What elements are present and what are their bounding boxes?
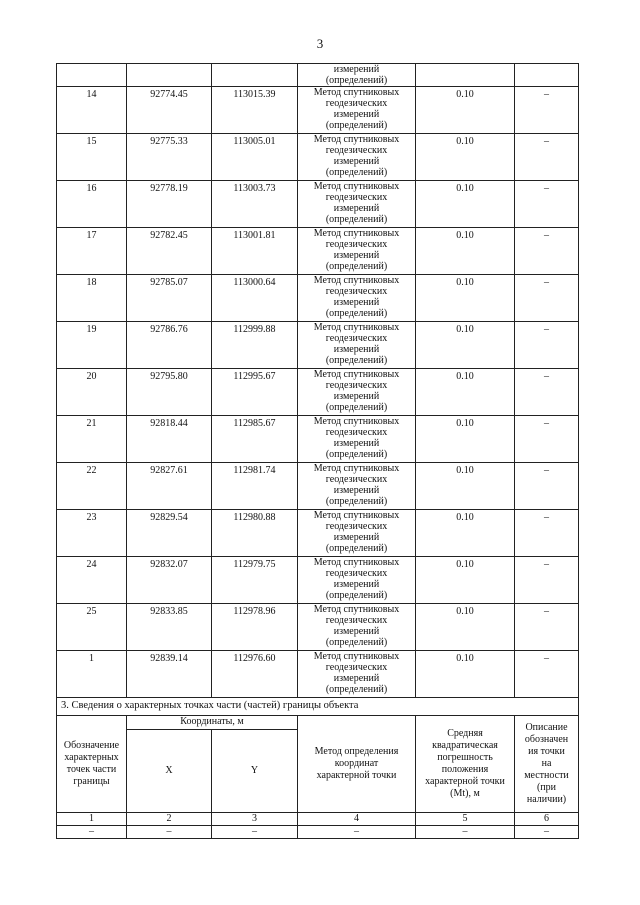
header-error bbox=[416, 716, 515, 813]
y-coordinate-cell: 112979.75 bbox=[212, 557, 298, 604]
header-line: координат bbox=[334, 758, 379, 769]
header-line: ия точки bbox=[528, 746, 565, 757]
header-coordinates: Координаты, м bbox=[127, 716, 298, 730]
method-cell bbox=[298, 369, 416, 416]
table-row bbox=[57, 322, 579, 369]
method-line: измерений bbox=[333, 579, 380, 590]
method-line: Метод спутниковых bbox=[313, 557, 400, 568]
method-line: (определений) bbox=[325, 637, 388, 648]
error-cell: 0.10 bbox=[416, 228, 515, 275]
method-line: геодезических bbox=[325, 521, 388, 532]
method-line: измерений bbox=[333, 64, 380, 75]
description-cell: – bbox=[515, 322, 579, 369]
method-line: геодезических bbox=[325, 615, 388, 626]
method-line: измерений bbox=[333, 391, 380, 402]
method-line: (определений) bbox=[325, 496, 388, 507]
point-cell: 19 bbox=[57, 322, 127, 369]
description-cell: – bbox=[515, 604, 579, 651]
method-line: геодезических bbox=[325, 568, 388, 579]
method-line: (определений) bbox=[325, 75, 388, 86]
method-cell bbox=[298, 322, 416, 369]
header-line: положения bbox=[441, 764, 489, 775]
header-line: границы bbox=[73, 776, 110, 787]
column-number: 5 bbox=[416, 813, 515, 826]
header-line: Метод определения bbox=[314, 746, 399, 757]
x-coordinate-cell: 92786.76 bbox=[127, 322, 212, 369]
method-line: (определений) bbox=[325, 308, 388, 319]
column-number: 3 bbox=[212, 813, 298, 826]
description-cell: – bbox=[515, 557, 579, 604]
header-line: Описание bbox=[525, 722, 568, 733]
y-coordinate-cell: 112995.67 bbox=[212, 369, 298, 416]
method-line: Метод спутниковых bbox=[313, 87, 400, 98]
empty-cell: – bbox=[515, 826, 579, 839]
method-line: измерений bbox=[333, 156, 380, 167]
point-cell: 15 bbox=[57, 134, 127, 181]
point-cell: 22 bbox=[57, 463, 127, 510]
header-x: X bbox=[127, 730, 212, 813]
continued-row bbox=[57, 64, 579, 87]
point-cell: 16 bbox=[57, 181, 127, 228]
page-number: 3 bbox=[316, 36, 324, 51]
table-row bbox=[57, 87, 579, 134]
column-number: 4 bbox=[298, 813, 416, 826]
header-line: характерной точки bbox=[316, 770, 397, 781]
table-row bbox=[57, 369, 579, 416]
column-number: 2 bbox=[127, 813, 212, 826]
header-method bbox=[298, 716, 416, 813]
method-line: измерений bbox=[333, 673, 380, 684]
point-cell: 17 bbox=[57, 228, 127, 275]
point-cell: 21 bbox=[57, 416, 127, 463]
method-line: геодезических bbox=[325, 286, 388, 297]
method-cell bbox=[298, 134, 416, 181]
method-line: (определений) bbox=[325, 402, 388, 413]
point-cell: 25 bbox=[57, 604, 127, 651]
point-cell: 23 bbox=[57, 510, 127, 557]
header-line: Обозначение bbox=[63, 740, 120, 751]
description-cell: – bbox=[515, 87, 579, 134]
description-cell: – bbox=[515, 134, 579, 181]
point-cell: 20 bbox=[57, 369, 127, 416]
table-row bbox=[57, 557, 579, 604]
error-cell: 0.10 bbox=[416, 510, 515, 557]
method-line: измерений bbox=[333, 250, 380, 261]
method-line: измерений bbox=[333, 485, 380, 496]
method-line: (определений) bbox=[325, 167, 388, 178]
y-coordinate-cell: 112999.88 bbox=[212, 322, 298, 369]
table-row bbox=[57, 604, 579, 651]
section-title: 3. Сведения о характерных точках части (частей) границы объекта bbox=[57, 698, 579, 716]
method-line: Метод спутниковых bbox=[313, 510, 400, 521]
error-cell: 0.10 bbox=[416, 134, 515, 181]
method-line: (определений) bbox=[325, 120, 388, 131]
method-line: измерений bbox=[333, 626, 380, 637]
method-line: Метод спутниковых bbox=[313, 322, 400, 333]
table-row bbox=[57, 134, 579, 181]
empty-cell: – bbox=[416, 826, 515, 839]
method-line: Метод спутниковых bbox=[313, 463, 400, 474]
section-title-row bbox=[57, 698, 579, 716]
method-cell bbox=[298, 604, 416, 651]
header-line: местности bbox=[524, 770, 569, 781]
method-line: геодезических bbox=[325, 333, 388, 344]
header-designation bbox=[57, 716, 127, 813]
y-coordinate-cell: 113005.01 bbox=[212, 134, 298, 181]
method-line: Метод спутниковых bbox=[313, 651, 400, 662]
error-cell: 0.10 bbox=[416, 557, 515, 604]
method-line: Метод спутниковых bbox=[313, 604, 400, 615]
error-cell: 0.10 bbox=[416, 181, 515, 228]
x-coordinate-cell: 92782.45 bbox=[127, 228, 212, 275]
method-line: геодезических bbox=[325, 98, 388, 109]
x-coordinate-cell: 92778.19 bbox=[127, 181, 212, 228]
description-cell: – bbox=[515, 651, 579, 698]
method-line: (определений) bbox=[325, 590, 388, 601]
method-line: (определений) bbox=[325, 684, 388, 695]
method-line: геодезических bbox=[325, 192, 388, 203]
error-cell: 0.10 bbox=[416, 463, 515, 510]
column-number: 1 bbox=[57, 813, 127, 826]
header-line: характерной точки bbox=[425, 776, 505, 787]
error-cell: 0.10 bbox=[416, 275, 515, 322]
method-cell bbox=[298, 557, 416, 604]
point-cell: 18 bbox=[57, 275, 127, 322]
method-line: измерений bbox=[333, 344, 380, 355]
empty-cell: – bbox=[57, 826, 127, 839]
description-cell: – bbox=[515, 510, 579, 557]
table-row bbox=[57, 510, 579, 557]
method-line: Метод спутниковых bbox=[313, 369, 400, 380]
header-row bbox=[57, 716, 579, 730]
method-line: Метод спутниковых bbox=[313, 134, 400, 145]
table-row bbox=[57, 228, 579, 275]
y-coordinate-cell: 112976.60 bbox=[212, 651, 298, 698]
header-line: (Mt), м bbox=[450, 788, 480, 799]
method-line: измерений bbox=[333, 109, 380, 120]
method-line: геодезических bbox=[325, 427, 388, 438]
column-number: 6 bbox=[515, 813, 579, 826]
method-cell bbox=[298, 64, 416, 87]
header-line: обозначен bbox=[524, 734, 569, 745]
column-number-row bbox=[57, 813, 579, 826]
point-cell: 24 bbox=[57, 557, 127, 604]
header-description bbox=[515, 716, 579, 813]
method-cell bbox=[298, 416, 416, 463]
header-line: характерных bbox=[64, 752, 119, 763]
error-cell: 0.10 bbox=[416, 416, 515, 463]
table-row bbox=[57, 416, 579, 463]
coordinates-table bbox=[56, 63, 579, 839]
table-row bbox=[57, 181, 579, 228]
method-line: Метод спутниковых bbox=[313, 228, 400, 239]
method-line: (определений) bbox=[325, 214, 388, 225]
x-coordinate-cell: 92829.54 bbox=[127, 510, 212, 557]
header-line: погрешность bbox=[437, 752, 493, 763]
error-cell: 0.10 bbox=[416, 87, 515, 134]
x-coordinate-cell: 92832.07 bbox=[127, 557, 212, 604]
header-line: точек части bbox=[66, 764, 117, 775]
header-line: (при bbox=[536, 782, 557, 793]
method-line: Метод спутниковых bbox=[313, 181, 400, 192]
point-cell: 1 bbox=[57, 651, 127, 698]
header-line: Средняя bbox=[447, 728, 483, 739]
method-cell bbox=[298, 510, 416, 557]
header-line: наличии) bbox=[526, 794, 567, 805]
x-coordinate-cell: 92795.80 bbox=[127, 369, 212, 416]
method-line: измерений bbox=[333, 203, 380, 214]
empty-row bbox=[57, 826, 579, 839]
x-coordinate-cell: 92775.33 bbox=[127, 134, 212, 181]
x-coordinate-cell: 92833.85 bbox=[127, 604, 212, 651]
table-row bbox=[57, 275, 579, 322]
method-line: Метод спутниковых bbox=[313, 416, 400, 427]
method-line: геодезических bbox=[325, 145, 388, 156]
method-line: геодезических bbox=[325, 474, 388, 485]
error-cell: 0.10 bbox=[416, 369, 515, 416]
y-coordinate-cell: 112985.67 bbox=[212, 416, 298, 463]
header-line: на bbox=[541, 758, 552, 769]
x-coordinate-cell: 92827.61 bbox=[127, 463, 212, 510]
description-cell: – bbox=[515, 416, 579, 463]
method-cell bbox=[298, 463, 416, 510]
error-cell: 0.10 bbox=[416, 322, 515, 369]
y-coordinate-cell: 113003.73 bbox=[212, 181, 298, 228]
table-row bbox=[57, 463, 579, 510]
description-cell: – bbox=[515, 275, 579, 322]
method-cell bbox=[298, 87, 416, 134]
method-line: измерений bbox=[333, 438, 380, 449]
error-cell: 0.10 bbox=[416, 651, 515, 698]
table-row bbox=[57, 651, 579, 698]
method-cell bbox=[298, 275, 416, 322]
description-cell: – bbox=[515, 228, 579, 275]
empty-cell: – bbox=[298, 826, 416, 839]
point-cell: 14 bbox=[57, 87, 127, 134]
method-line: (определений) bbox=[325, 449, 388, 460]
error-cell: 0.10 bbox=[416, 604, 515, 651]
method-line: геодезических bbox=[325, 239, 388, 250]
x-coordinate-cell: 92818.44 bbox=[127, 416, 212, 463]
y-coordinate-cell: 113015.39 bbox=[212, 87, 298, 134]
method-cell bbox=[298, 181, 416, 228]
empty-cell: – bbox=[127, 826, 212, 839]
method-line: (определений) bbox=[325, 543, 388, 554]
description-cell: – bbox=[515, 181, 579, 228]
method-line: (определений) bbox=[325, 261, 388, 272]
method-line: геодезических bbox=[325, 662, 388, 673]
x-coordinate-cell: 92774.45 bbox=[127, 87, 212, 134]
y-coordinate-cell: 112981.74 bbox=[212, 463, 298, 510]
method-cell bbox=[298, 651, 416, 698]
method-line: Метод спутниковых bbox=[313, 275, 400, 286]
y-coordinate-cell: 112980.88 bbox=[212, 510, 298, 557]
header-line: квадратическая bbox=[432, 740, 498, 751]
description-cell: – bbox=[515, 463, 579, 510]
y-coordinate-cell: 112978.96 bbox=[212, 604, 298, 651]
method-line: измерений bbox=[333, 297, 380, 308]
description-cell: – bbox=[515, 369, 579, 416]
method-cell bbox=[298, 228, 416, 275]
method-line: геодезических bbox=[325, 380, 388, 391]
method-line: измерений bbox=[333, 532, 380, 543]
x-coordinate-cell: 92785.07 bbox=[127, 275, 212, 322]
x-coordinate-cell: 92839.14 bbox=[127, 651, 212, 698]
empty-cell: – bbox=[212, 826, 298, 839]
y-coordinate-cell: 113001.81 bbox=[212, 228, 298, 275]
y-coordinate-cell: 113000.64 bbox=[212, 275, 298, 322]
method-line: (определений) bbox=[325, 355, 388, 366]
header-y: Y bbox=[212, 730, 298, 813]
